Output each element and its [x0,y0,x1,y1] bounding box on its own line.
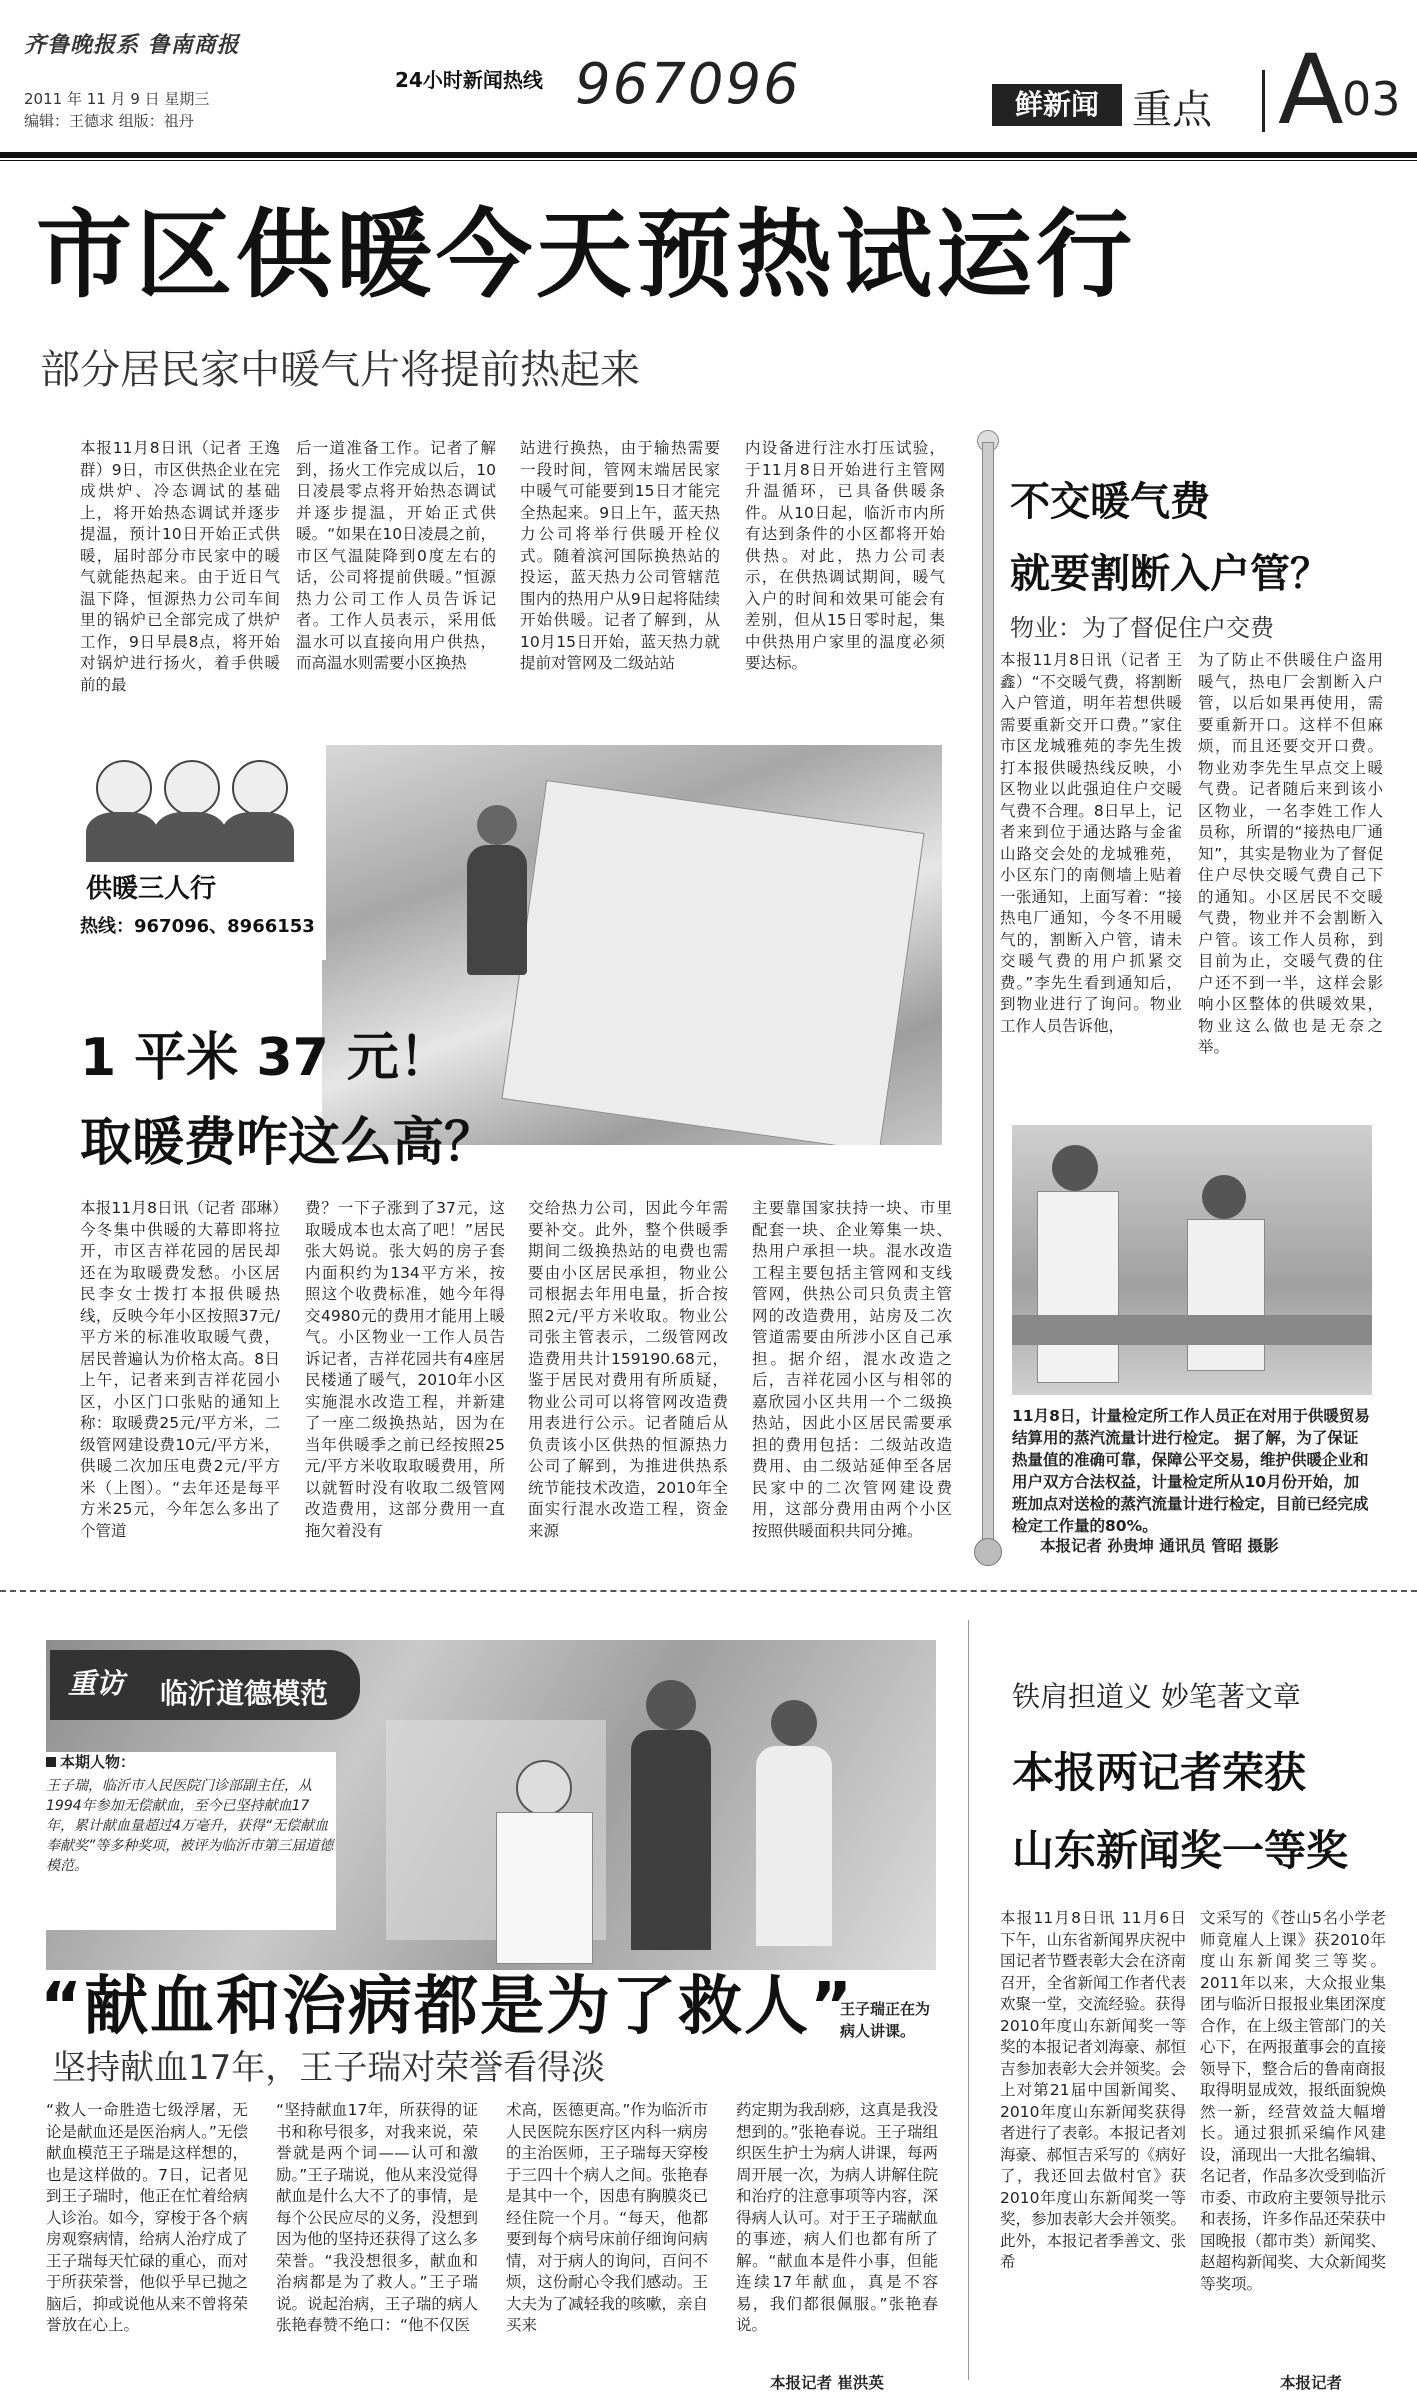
host-body-1 [86,812,158,862]
lead-col-4: 内设备进行注水打压试验，于11月8日开始进行主管网升温循环，已具备供暖条件。从10日起，临沂市内所有达到条件的小区都将开始供热。对此，热力公司表示，在供热调试期间，暖气入户的时间和效果可能会有差别，但从15日零时起，集中供热用户家里的温度必须要达标。 [745,439,945,672]
hotline-label: 24小时新闻热线 [395,68,543,92]
pedestrian-head [477,805,517,845]
patient-head-1 [646,1680,696,1730]
host-avatar-3 [232,760,288,816]
meter-photo-caption [1012,1405,1372,1537]
issue-date: 2011 年 11 月 9 日 星期三 [24,90,210,108]
series-banner [50,1650,360,1720]
story2-col-1: 本报11月8日讯（记者 邵琳）今冬集中供暖的大幕即将拉开，市区吉祥花园的居民却还在为取暖费发愁。小区居民李女士拨打本报供暖热线，反映今年小区按照37元/平方米的标准收取暖气费，居民普遍认为价格太高。8日上午，记者来到吉祥花园小区，小区门口张贴的通知上称：取暖费25元/平方米，二级管网建设费10元/平方米，供暖二次加压电费2元/平方米（上图）。“去年还是每平方米25元，今年怎么多出了个管道 [80,1199,280,1540]
host-avatar-1 [96,760,152,816]
inspector-head-2 [1202,1175,1246,1219]
story2-col-4: 主要靠国家扶持一块、市里配套一块、企业筹集一块、热用户承担一块。混水改造工程主要包括主管网和支线管网，供热公司只负责主管网的改造费用，站房及二次管道需要由所涉小区自己承担。据介绍，混水改造之后，吉祥花园小区与相邻的嘉欣园小区共用一个二级换热站，因此小区居民需要承担的费用包括：二级站改造费用、由二级站延伸至各居民家中的二次管网建设费用，这部分费用由两个小区按照供暖面积共同分摊。 [752,1199,952,1540]
inspector-coat-1 [1037,1191,1119,1383]
sidebar-subhead: 物业：为了督促住户交费 [1010,614,1274,642]
blood-col-1: “救人一命胜造七级浮屠，无论是献血还是医治病人。”无偿献血模范王子瑞是这样想的，也是这样做的。7日，记者见到王子瑞时，他正在忙着给病人诊治。如今，穿梭于各个病房观察病情，给病人治疗成了王子瑞每天忙碌的重心，而对于所获荣誉，他似乎早已抛之脑后，抑或说他从来不曾将荣誉放在心上。 [46,2101,248,2334]
sidebar-headline-1: 不交暖气费 [1010,479,1210,525]
award-col-2: 文采写的《苍山5名小学老师竟雇人上课》获2010年度山东新闻奖三等奖。2011年以来，大众报业集团与临沂日报报业集团深度合作，在上级主管部门的关心下，在两报董事会的直接领导下，整合后的鲁南商报取得明显成效，报纸面貌焕然一新，经营效益大幅增长。通过狠抓采编作风建设，涌现出一大批名编辑、名记者，作品多次受到临沂市委、市政府主要领导批示和表扬，许多作品还荣获中国晚报（都市类）新闻奖、赵超构新闻奖、大众新闻奖等奖项。 [1200,1909,1387,2293]
sidebar-col-1: 本报11月8日讯（记者 王鑫）“不交暖气费，将割断入户管道，明年若想供暖需要重新交开口费。”家住市区龙城雅苑的李先生拨打本报供暖热线反映，小区物业以此强迫住户交暖气费不合理。8日早上，记者来到位于通达路与金雀山路交会处的龙城雅苑，小区东门的南侧墙上贴着一张通知，上面写着：“接热电厂通知，今冬不用暖气的，割断入户管，请未交暖气费的用户抓紧交费。”李先生看到通知后，到物业进行了询问。物业工作人员告诉他， [1000,651,1182,1035]
column-title: 供暖三人行 [86,874,217,904]
award-headline-2: 山东新闻奖一等奖 [1012,1826,1349,1875]
blood-col-4: 药定期为我刮痧，这真是我没想到的。”张艳春说。王子瑞组织医生护士为病人讲课，每两周开展一次，为病人讲解住院和治疗的注意事项等内容，深得病人认可。对于王子瑞献血的事迹，病人们也都有所了解。“献血本是件小事，但能连续17年献血，真是不容易，我们都很佩服。”张艳春说。 [736,2101,938,2334]
section-separator [0,1590,1417,1592]
masthead-brand: 齐鲁晚报系 鲁南商报 [24,33,240,58]
story2-col-2: 费？一下子涨到了37元，这取暖成本也太高了吧！”居民张大妈说。张大妈的房子套内面积约为134平方米，按照这个收费标准，她今年得交4980元的费用才能用上暖气。小区物业一工作人员告诉记者，吉祥花园共有4座居民楼通了暖气，2010年小区实施混水改造工程，并新建了一座二级换热站，因为在当年供暖季之前已经按照25元/平方米收取取暖费用，所以就暂时没有收取二级管网改造费用，这部分费用一直拖欠着没有 [305,1199,505,1540]
lead-col-1: 本报11月8日讯（记者 王逸群）9日，市区供热企业在完成烘炉、冷态调试的基础上，将开始热态调试并逐步提温，预计10日开始正式供暖，届时部分市民家中的暖气就能热起来。由于近日气温下降，恒源热力公司车间里的锅炉已全部完成了烘炉工作，9日早晨8点，将开始对锅炉进行扬火，着手供暖前的最 [80,439,280,694]
pedestrian-body [467,845,527,975]
notice-paper [501,780,924,1145]
lead-subhead: 部分居民家中暖气片将提前热起来 [40,347,640,393]
editors-line: 编辑：王德求 组版：祖丹 [24,112,194,130]
award-byline: 本报记者 [1280,2374,1343,2392]
bio-box [46,1752,336,1930]
story2-col-3: 交给热力公司，因此今年需要补交。此外，整个供暖季期间二级换热站的电费也需要由小区居民承担，物业公司根据去年用电量，折合按照2元/平方米收取。物业公司张主管表示，二级管网改造费用共计159190.68元，鉴于居民对费用有所质疑，物业公司可以将管网改造费用表进行公示。记者随后从负责该小区供热的恒源热力公司了解到，为推进供热系统节能技术改造，2010年全面实行混水改造工程，资金来源 [528,1199,728,1540]
story2-headline-1: 1 平米 37 元！ [80,1028,451,1088]
hotline-number: 967096 [575,52,801,117]
host-body-3 [222,812,294,862]
story2-headline-2: 取暖费咋这么高？ [80,1113,497,1173]
patient-body-2 [756,1746,832,1946]
series-title: 临沂道德模范 [160,1677,329,1710]
page-letter: A [1278,34,1344,146]
lead-col-2: 后一道准备工作。记者了解到，扬火工作完成以后，10日凌晨零点将开始热态调试并逐步提温，开始正式供暖。“如果在10日凌晨之前，市区气温陡降到0度左右的话，公司将提前供暖。”恒源热力公司工作人员告诉记者。工作人员表示，采用低温水可以直接向用户供热，而高温水则需要小区换热 [296,439,496,672]
meter-caption-lead: 11月8日，计量检定所工作人员正在对用于供暖贸易结算用的蒸汽流量计进行检定。 [1012,1407,1370,1447]
section-badge: 鲜新闻 [992,84,1122,126]
square-bullet-icon [46,1757,56,1767]
inspector-coat-2 [1187,1219,1265,1371]
doctor-head [516,1760,572,1816]
blood-byline: 本报记者 崔洪英 [770,2374,884,2392]
doctor-coat [496,1812,593,1964]
award-subhead: 铁肩担道义 妙笔著文章 [1012,1680,1301,1713]
series-tag: 重访 [68,1667,125,1700]
patient-body-1 [631,1730,711,1950]
inspector-head-1 [1052,1145,1098,1191]
masthead-rule [0,152,1417,158]
blood-headline: “献血和治病都是为了救人” [40,1970,855,2044]
meter-photo [1012,1125,1372,1395]
page-number: 03 [1342,72,1401,126]
column-hotline: 热线：967096、8966153 [80,916,315,937]
meter-caption-body: 据了解，为了保证热量值的准确可靠，保障公平交易，维护供暖企业和用户双方合法权益，计量检定所从10月份开始，加班加点对送检的蒸汽流量计进行检定，目前已经完成检定工作量的80%。 [1012,1429,1369,1535]
bio-label: 本期人物： [60,1753,136,1771]
blood-subhead: 坚持献血17年，王子瑞对荣誉看得淡 [52,2048,606,2088]
blood-col-2: “坚持献血17年，所获得的证书和称号很多，对我来说，荣誉就是两个词——认可和激励。”王子瑞说，他从来没觉得献血是什么大不了的事情，是每个公民应尽的义务，没想到因为他的坚持还获得了这么多荣誉。“我没想很多，献血和治病都是为了救人。”王子瑞说。说起治病，王子瑞的病人张艳春赞不绝口：“他不仅医 [276,2101,478,2334]
masthead-rule-thin [0,160,1417,161]
lead-headline: 市区供暖今天预热试运行 [36,199,1136,311]
blood-col-3: 术高，医德更高。”作为临沂市人民医院东医疗区内科一病房的主治医师，王子瑞每天穿梭于三四十个病人之间。张艳春是其中一个，因患有胸膜炎已经住院一个月。“每天，他都要到每个病号床前仔细询问病情，对于病人的询问，百问不烦，这份耐心令我们感动。王大夫为了减轻我的咳嗽，亲自买来 [506,2101,708,2334]
host-body-2 [154,812,226,862]
host-avatar-2 [164,760,220,816]
patient-head-2 [771,1700,817,1746]
lecture-photo-caption: 王子瑞正在为病人讲课。 [840,2000,931,2040]
bio-text: 王子瑞，临沂市人民医院门诊部副主任，从1994年参加无偿献血，至今已坚持献血17年，累计献血量超过4万毫升，获得“无偿献血奉献奖”等多种奖项，被评为临沂市第三届道德模范。 [46,1778,334,1874]
sidebar-col-2: 为了防止不供暖住户盗用暖气，热电厂会割断入户管，以后如果再使用，需要重新开口。这样不但麻烦，而且还要交开口费。物业劝李先生早点交上暖气费。记者随后来到该小区物业，一名李姓工作人员称，所谓的“接热电厂通知”，其实是物业为了督促住户尽快交暖气费自己下的通知。小区居民不交暖气费，物业并不会割断入户管。该工作人员称，到目前为止，交暖气费的住户还不到一半，这样会影响小区整体的供暖效果，物业这么做也是无奈之举。 [1198,651,1383,1056]
award-headline-1: 本报两记者荣获 [1012,1748,1307,1797]
bio-label-row [46,1752,336,1772]
meter-photo-byline: 本报记者 孙贵坤 通讯员 管昭 摄影 [1040,1537,1279,1555]
section-divider [1262,70,1265,132]
award-col-1: 本报11月8日讯 11月6日下午，山东省新闻界庆祝中国记者节暨表彰大会在济南召开，全省新闻工作者代表欢聚一堂，交流经验。获得2010年度山东新闻奖一等奖的本报记者刘海豪、郝恒吉参加表彰大会并领奖。会上对第21届中国新闻奖、2010年度山东新闻奖获得者进行了表彰。本报记者刘海豪、郝恒吉采写的《病好了，我还回去做村官》获2010年度山东新闻奖一等奖，参加表彰大会并领奖。此外，本报记者季善文、张希 [1000,1909,1187,2271]
lead-col-3: 站进行换热，由于输热需要一段时间，管网末端居民家中暖气可能要到15日才能完全热起来。9日上午，蓝天热力公司将举行供暖开栓仪式。随着滨河国际换热站的投运，蓝天热力公司管辖范围内的热用户从9日起将陆续开始供暖。记者了解到，从10月15日开始，蓝天热力就提前对管网及二级站站 [520,439,720,672]
masthead-meta [24,88,209,132]
thermometer-divider [982,442,994,1554]
thermometer-bulb [974,1538,1002,1566]
pipe-equipment [1012,1315,1372,1345]
section-name: 重点 [1132,87,1212,133]
bottom-column-rule [968,1620,969,2380]
sidebar-headline-2: 就要割断入户管？ [1010,551,1330,597]
